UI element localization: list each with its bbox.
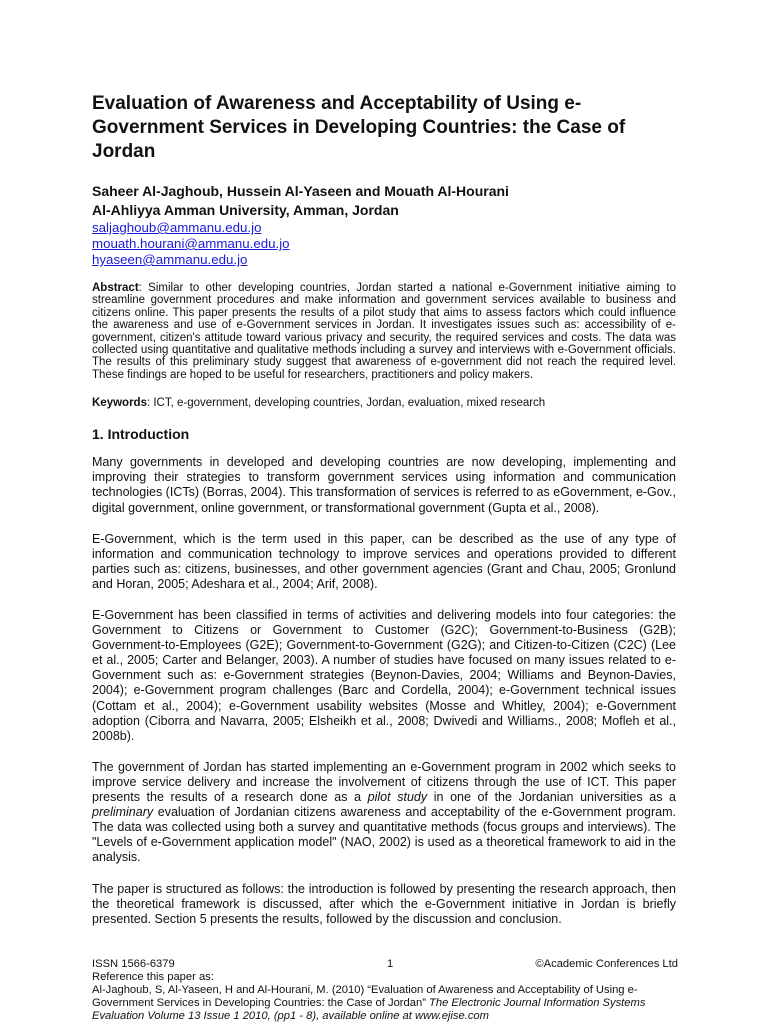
reference-label: Reference this paper as: (92, 971, 214, 983)
section-heading: 1. Introduction (92, 426, 190, 443)
paragraph: E-Government has been classified in terms of activities and delivering models into four categories: the Government to Citizens or Government to Customer (G2C); Government-to-Business (G2B); Government-to-Employees (G2E); Government-to-Government (G2G); and Citizen-to-Citizen (C2C) (Lee et al., 2005; Carter and Belanger, 2003). A number of studies have focused on many issues related to e-Government such as: e-Government strategies (Beynon-Davies, 2004; Williams and Beynon-Davies, 2004); e-Government program challenges (Barc and Cordella, 2004); e-Government technical issues (Cottam et al., 2004); e-Government usability websites (Mosse and Whitley, 2004); e-Government adoption (Ciborra and Navarra, 2005; Elsheikh et al., 2008; Dwivedi and Williams., 2008; Mofleh et al., 2008b). (92, 608, 676, 743)
keywords (92, 397, 676, 410)
paragraph: The paper is structured as follows: the introduction is followed by presenting the research approach, then the theoretical framework is discussed, after which the e-Government initiative in Jordan is briefly presented. Section 5 presents the results, followed by the discussion and conclusion. (92, 881, 676, 926)
keywords-text: : ICT, e-government, developing countries, Jordan, evaluation, mixed research (146, 397, 546, 410)
reference-text (92, 984, 678, 1023)
email-link[interactable]: saljaghoub@ammanu.edu.jo (92, 220, 262, 235)
abstract-text: : Similar to other developing countries, Jordan started a national e-Government initiative aiming to streamline government procedures and make information and government services available to business and citizens online. This paper presents the results of a pilot study that aims to assess factors which could influence the awareness and use of e-Government services in Jordan. It investigates issues such as: accessibility of e-government, citizen's attitude toward various privacy and security, the required services and costs. The data was collected using quantitative and qualitative methods including a survey and interviews with e-Government officials. The results of this preliminary study suggest that awareness of e-government did not reach the required level. These findings are hoped to be useful for researchers, practitioners and policy makers. (92, 282, 676, 381)
affiliation: Al-Ahliyya Amman University, Amman, Jordan (92, 202, 399, 218)
paragraph: E-Government, which is the term used in this paper, can be described as the use of any type of information and communication technology to improve services and operations provided to different parties such as: citizens, businesses, and other government agencies (Grant and Chau, 2005; Gronlund and Horan, 2005; Adeshara et al., 2004; Arif, 2008). (92, 531, 676, 591)
abstract (92, 282, 676, 381)
paragraph (92, 760, 676, 866)
reference-source: The Electronic Journal Information Systems Evaluation Volume 13 Issue 1 2010, (pp1 - 8), available online at www.ejise.com (92, 997, 646, 1022)
paragraph-text: The government of Jordan has started implementing an e-Government program in 2002 which seeks to improve service delivery and increase the involvement of citizens through the use of ICT. This paper presents the results of a research done as a (92, 759, 676, 805)
publisher: ©Academic Conferences Ltd (535, 958, 678, 970)
author-block (92, 182, 676, 220)
keywords-label: Keywords (92, 397, 147, 410)
reference-citation: Al-Jaghoub, S, Al-Yaseen, H and Al-Hourani, M. (2010) “Evaluation of Awareness and Acceptability of Using e-Government Services in Developing Countries: the Case of Jordan” (92, 984, 638, 1009)
page-number: 1 (386, 958, 394, 970)
email-link[interactable]: mouath.hourani@ammanu.edu.jo (92, 236, 290, 251)
paragraph-text: in one of the Jordanian universities as a (427, 790, 677, 805)
paper-page (92, 92, 676, 939)
issn: ISSN 1566-6379 (92, 958, 175, 970)
email-list (92, 220, 676, 268)
author-names: Saheer Al-Jaghoub, Hussein Al-Yaseen and Mouath Al-Hourani (92, 183, 509, 199)
emphasis: preliminary (92, 805, 154, 820)
paragraph: Many governments in developed and developing countries are now developing, implementing and improving their strategies to transform government services using information and communication technologies (ICTs) (Borras, 2004). This transformation of services is referred to as eGovernment, e-Gov., digital government, online government, or transformational government (Gupta et al., 2008). (92, 455, 676, 515)
email-link[interactable]: hyaseen@ammanu.edu.jo (92, 252, 248, 267)
page-footer (92, 958, 678, 1023)
paper-title: Evaluation of Awareness and Acceptability of Using e-Government Services in Developing Countries: the Case of Jordan (92, 93, 626, 162)
paragraph-text: evaluation of Jordanian citizens awareness and acceptability of the e-Government program. The data was collected using both a survey and quantitative methods (focus groups and interviews). The "Levels of e-Government application model" (NAO, 2002) is used as a theoretical framework to aid in the analysis. (92, 805, 676, 865)
footer-row (92, 958, 678, 971)
emphasis: pilot study (367, 790, 428, 805)
abstract-label: Abstract (92, 282, 139, 294)
